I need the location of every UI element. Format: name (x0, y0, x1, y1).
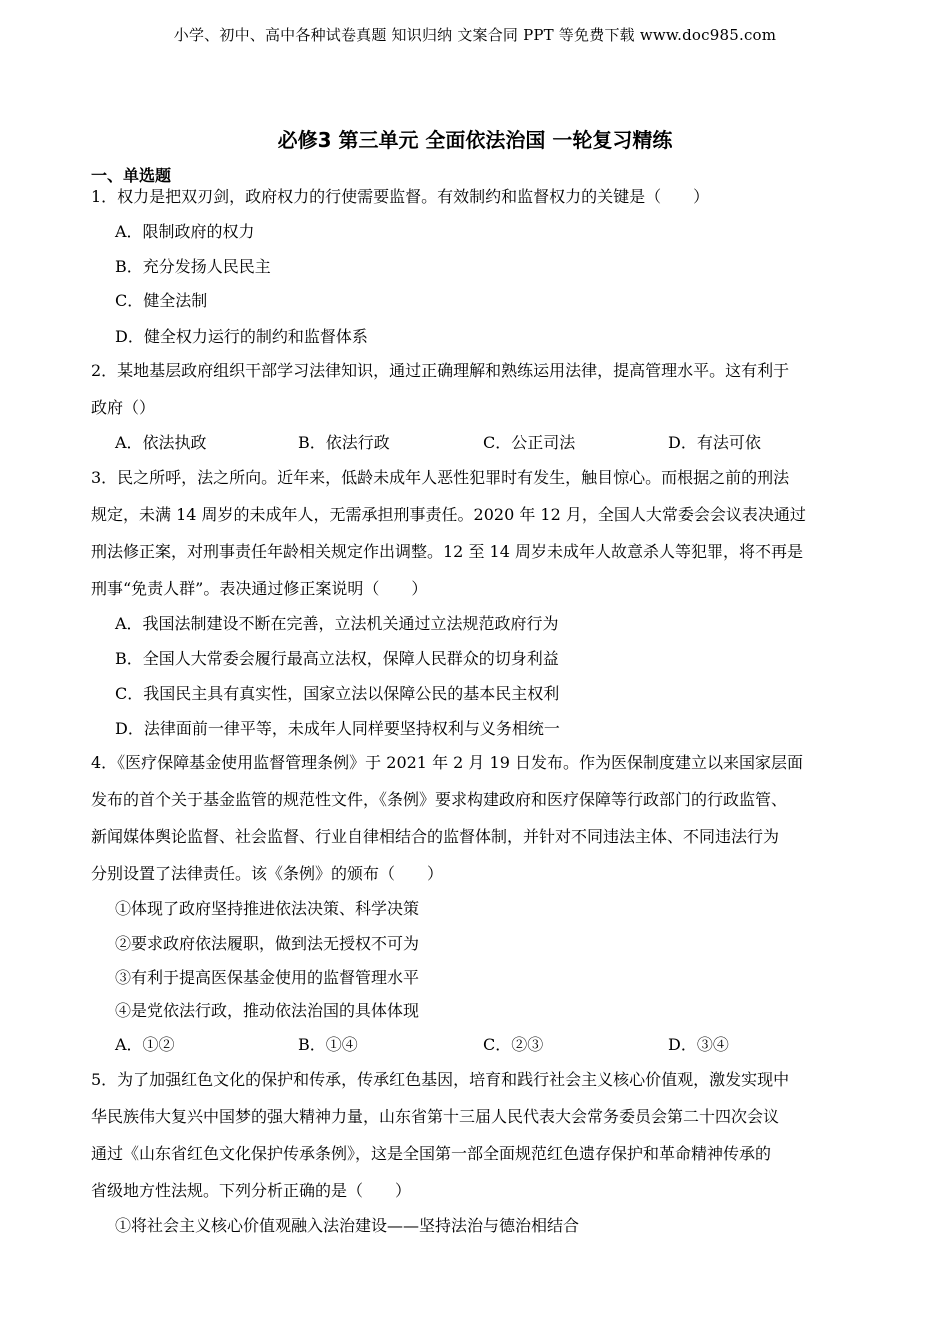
q3-option-a: A．我国法制建设不断在完善，立法机关通过立法规范政府行为 (115, 614, 559, 633)
q1-option-c: C．健全法制 (115, 291, 208, 310)
q4-stem-line-2: 发布的首个关于基金监管的规范性文件，《条例》要求构建政府和医疗保障等行政部门的行政监管、 (91, 790, 788, 809)
q3-option-c: C．我国民主具有真实性，国家立法以保障公民的基本民主权利 (115, 684, 560, 703)
q4-stem-line-1: 4．《医疗保障基金使用监督管理条例》于 2021 年 2 月 19 日发布。作为医保制度建立以来国家层面 (91, 753, 803, 772)
q1-option-b: B．充分发扬人民民主 (115, 257, 271, 276)
q1-option-d: D．健全权力运行的制约和监督体系 (115, 327, 368, 346)
q3-stem-line-3: 刑法修正案，对刑事责任年龄相关规定作出调整。12 至 14 周岁未成年人故意杀人等犯罪，将不再是 (91, 542, 803, 561)
q3-stem-line-1: 3．民之所呼，法之所向。近年来，低龄未成年人恶性犯罪时有发生，触目惊心。而根据之前的刑法 (91, 468, 790, 487)
q3-option-d: D．法律面前一律平等，未成年人同样要坚持权利与义务相统一 (115, 719, 560, 738)
q4-statement-3: ③有利于提高医保基金使用的监督管理水平 (115, 968, 420, 987)
q5-stem-line-2: 华民族伟大复兴中国梦的强大精神力量，山东省第十三届人民代表大会常务委员会第二十四次会议 (91, 1107, 780, 1126)
q4-option-b: B．①④ (298, 1035, 358, 1054)
q3-stem-line-4: 刑事“免责人群”。表决通过修正案说明（ ） (91, 579, 428, 598)
q4-statement-1: ①体现了政府坚持推进依法决策、科学决策 (115, 899, 420, 918)
q5-stem-line-3: 通过《山东省红色文化保护传承条例》，这是全国第一部全面规范红色遗存保护和革命精神传承的 (91, 1144, 772, 1163)
q4-statement-2: ②要求政府依法履职，做到法无授权不可为 (115, 934, 420, 953)
section-heading: 一、单选题 (91, 166, 172, 185)
q3-stem-line-2: 规定，未满 14 周岁的未成年人，无需承担刑事责任。2020 年 12 月，全国人大常委会会议表决通过 (91, 505, 806, 524)
q1-option-a: A．限制政府的权力 (115, 222, 255, 241)
q4-option-d: D．③④ (668, 1035, 729, 1054)
q2-stem-line-1: 2．某地基层政府组织干部学习法律知识，通过正确理解和熟练运用法律，提高管理水平。这有利于 (91, 361, 790, 380)
q4-option-c: C．②③ (483, 1035, 544, 1054)
q1-stem: 1．权力是把双刃剑，政府权力的行使需要监督。有效制约和监督权力的关键是（ ） (91, 187, 710, 206)
q5-statement-1: ①将社会主义核心价值观融入法治建设——坚持法治与德治相结合 (115, 1216, 580, 1235)
q2-options-row (115, 433, 875, 453)
q5-stem-line-1: 5．为了加强红色文化的保护和传承，传承红色基因，培育和践行社会主义核心价值观，激发实现中 (91, 1070, 790, 1089)
q2-stem-line-2: 政府（） (91, 398, 156, 417)
q4-stem-line-3: 新闻媒体舆论监督、社会监督、行业自律相结合的监督体制，并针对不同违法主体、不同违法行为 (91, 827, 780, 846)
q4-statement-4: ④是党依法行政，推动依法治国的具体体现 (115, 1001, 420, 1020)
page-title: 必修3 第三单元 全面依法治国 一轮复习精练 (277, 128, 673, 152)
q4-options-row (115, 1035, 875, 1055)
q2-option-d: D．有法可依 (668, 433, 761, 452)
page-header-banner: 小学、初中、高中各种试卷真题 知识归纳 文案合同 PPT 等免费下载 www.doc985.com (173, 26, 777, 44)
q4-stem-line-4: 分别设置了法律责任。该《条例》的颁布（ ） (91, 864, 444, 883)
q3-option-b: B．全国人大常委会履行最高立法权，保障人民群众的切身利益 (115, 649, 559, 668)
q5-stem-line-4: 省级地方性法规。下列分析正确的是（ ） (91, 1181, 412, 1200)
q2-option-a: A．依法执政 (115, 433, 207, 452)
q4-option-a: A．①② (115, 1035, 175, 1054)
q2-option-c: C．公正司法 (483, 433, 576, 452)
q2-option-b: B．依法行政 (298, 433, 390, 452)
